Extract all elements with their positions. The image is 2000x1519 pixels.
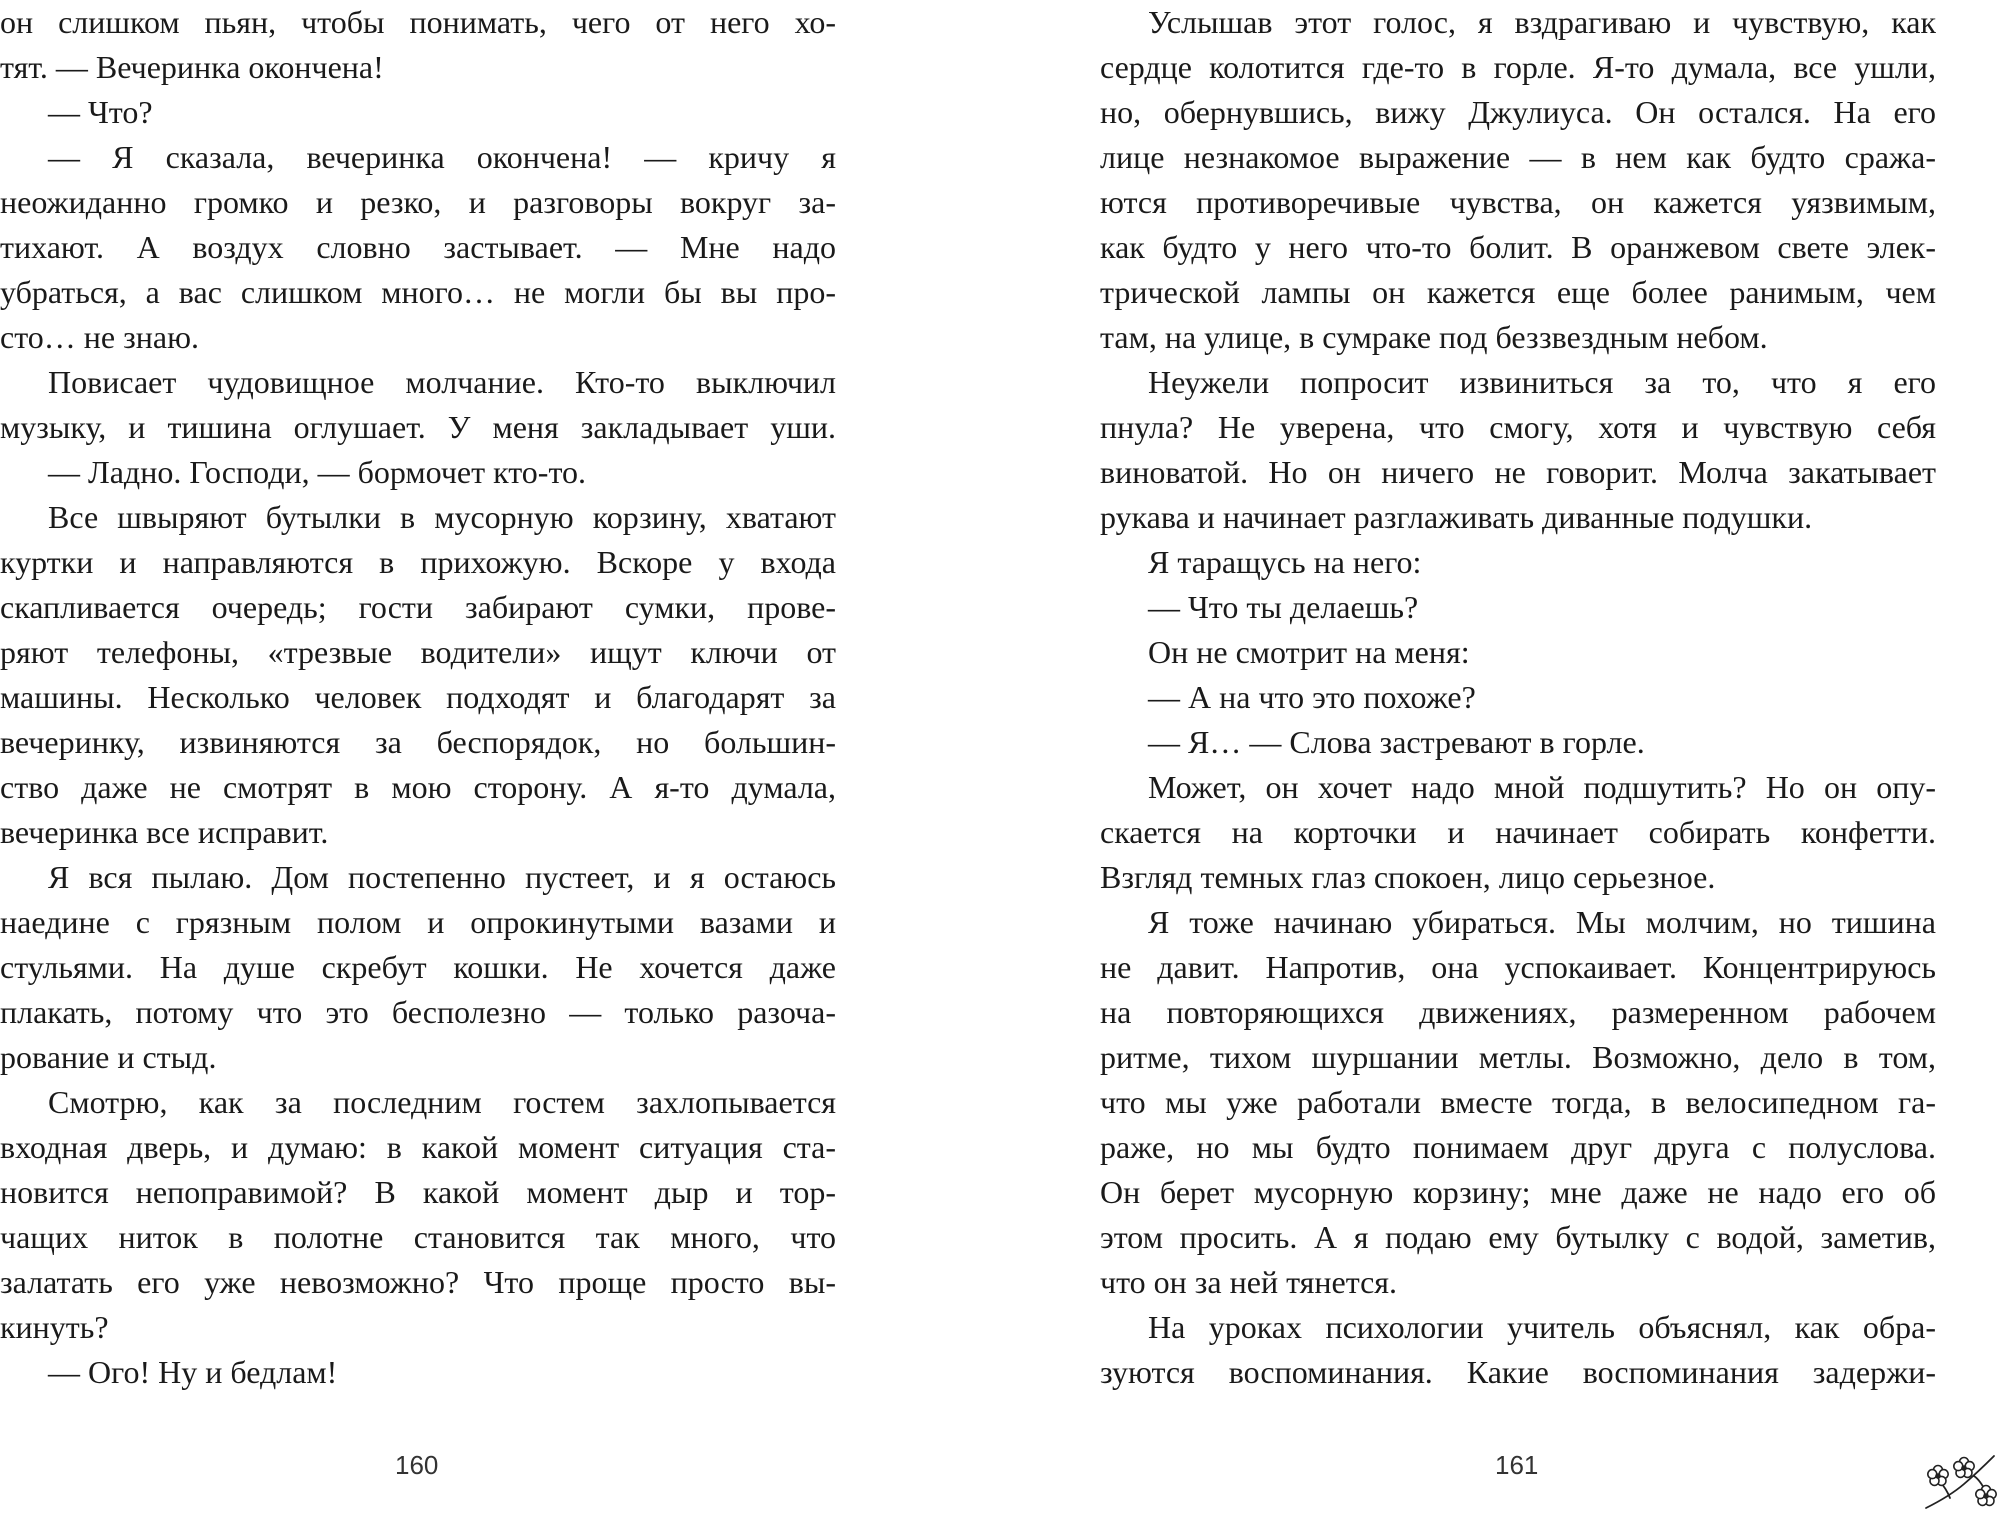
right-page-text bbox=[1100, 0, 1936, 1395]
text-line: раже, но мы будто понимаем друг друга с полуслова. bbox=[1100, 1129, 1936, 1165]
text-line: не давит. Напротив, она успокаивает. Концентрируюсь bbox=[1100, 949, 1936, 985]
text-line: Все швыряют бутылки в мусорную корзину, хватают bbox=[48, 499, 836, 535]
text-line: ются противоречивые чувства, он кажется уязвимым, bbox=[1100, 184, 1936, 220]
text-line: Он берет мусорную корзину; мне даже не надо его об bbox=[1100, 1174, 1936, 1210]
page-number-right: 161 bbox=[1495, 1450, 1539, 1480]
text-line: На уроках психологии учитель объяснял, как обра- bbox=[1148, 1309, 1936, 1345]
text-line: убраться, а вас слишком много… не могли бы вы про- bbox=[0, 274, 836, 310]
text-line: виноватой. Но он ничего не говорит. Молча закатывает bbox=[1100, 454, 1936, 490]
text-line: ритме, тихом шуршании метлы. Возможно, дело в том, bbox=[1100, 1039, 1936, 1075]
text-line: скается на корточки и начинает собирать конфетти. bbox=[1100, 814, 1936, 850]
text-line: — А на что это похоже? bbox=[1148, 679, 1476, 715]
text-line: Услышав этот голос, я вздрагиваю и чувствую, как bbox=[1148, 4, 1936, 40]
text-line: — Я сказала, вечеринка окончена! — кричу я bbox=[48, 139, 836, 175]
text-line: что мы уже работали вместе тогда, в велосипедном га- bbox=[1100, 1084, 1936, 1120]
left-page bbox=[0, 0, 836, 1395]
text-line: залатать его уже невозможно? Что проще просто вы- bbox=[0, 1264, 836, 1300]
text-line: пнула? Не уверена, что смогу, хотя и чувствую себя bbox=[1100, 409, 1936, 445]
text-line: ряют телефоны, «трезвые водители» ищут ключи от bbox=[0, 634, 836, 670]
text-line: трической лампы он кажется еще более ранимым, чем bbox=[1100, 274, 1936, 310]
text-line: сто… не знаю. bbox=[0, 319, 199, 355]
text-line: Я вся пылаю. Дом постепенно пустеет, и я остаюсь bbox=[48, 859, 836, 895]
text-line: — Что ты делаешь? bbox=[1148, 589, 1419, 625]
text-line: этом просить. А я подаю ему бутылку с водой, заметив, bbox=[1100, 1219, 1936, 1255]
text-line: там, на улице, в сумраке под беззвездным небом. bbox=[1100, 319, 1768, 355]
text-line: чащих ниток в полотне становится так много, что bbox=[0, 1219, 836, 1255]
text-line: Я тоже начинаю убираться. Мы молчим, но тишина bbox=[1148, 904, 1936, 940]
text-line: куртки и направляются в прихожую. Вскоре у входа bbox=[0, 544, 836, 580]
text-line: рование и стыд. bbox=[0, 1039, 217, 1075]
left-page-text bbox=[0, 0, 836, 1395]
text-line: Неужели попросит извиниться за то, что я его bbox=[1148, 364, 1936, 400]
text-line: стульями. На душе скребут кошки. Не хочется даже bbox=[0, 949, 836, 985]
text-line: неожиданно громко и резко, и разговоры вокруг за- bbox=[0, 184, 836, 220]
text-line: но, обернувшись, вижу Джулиуса. Он остался. На его bbox=[1100, 94, 1936, 130]
text-line: сердце колотится где-то в горле. Я-то думала, все ушли, bbox=[1100, 49, 1936, 85]
text-line: вечеринка все исправит. bbox=[0, 814, 329, 850]
text-line: тихают. А воздух словно застывает. — Мне надо bbox=[0, 229, 836, 265]
text-line: тят. — Вечеринка окончена! bbox=[0, 49, 384, 85]
text-line: что он за ней тянется. bbox=[1100, 1264, 1397, 1300]
text-line: — Ого! Ну и бедлам! bbox=[48, 1354, 338, 1390]
text-line: музыку, и тишина оглушает. У меня закладывает уши. bbox=[0, 409, 836, 445]
text-line: лице незнакомое выражение — в нем как будто сража- bbox=[1100, 139, 1936, 175]
text-line: как будто у него что-то болит. В оранжевом свете элек- bbox=[1100, 229, 1936, 265]
text-line: Повисает чудовищное молчание. Кто-то выключил bbox=[48, 364, 836, 400]
text-line: кинуть? bbox=[0, 1309, 109, 1345]
text-line: входная дверь, и думаю: в какой момент ситуация ста- bbox=[0, 1129, 836, 1165]
text-line: — Что? bbox=[48, 94, 153, 130]
text-line: — Я… — Слова застревают в горле. bbox=[1148, 724, 1645, 760]
text-line: вечеринку, извиняются за беспорядок, но большин- bbox=[0, 724, 836, 760]
text-line: — Ладно. Господи, — бормочет кто-то. bbox=[48, 454, 587, 490]
text-line: ство даже не смотрят в мою сторону. А я-то думала, bbox=[0, 769, 836, 805]
cherry-blossom-ornament-icon bbox=[1920, 1448, 1998, 1514]
text-line: Взгляд темных глаз спокоен, лицо серьезное. bbox=[1100, 859, 1716, 895]
text-line: Может, он хочет надо мной подшутить? Но он опу- bbox=[1148, 769, 1936, 805]
text-line: Я таращусь на него: bbox=[1148, 544, 1422, 580]
text-line: наедине с грязным полом и опрокинутыми вазами и bbox=[0, 904, 836, 940]
text-line: зуются воспоминания. Какие воспоминания задержи- bbox=[1100, 1354, 1936, 1390]
text-line: машины. Несколько человек подходят и благодарят за bbox=[0, 679, 836, 715]
text-line: скапливается очередь; гости забирают сумки, прове- bbox=[0, 589, 836, 625]
text-line: на повторяющихся движениях, размеренном рабочем bbox=[1100, 994, 1936, 1030]
page-number-left: 160 bbox=[395, 1450, 439, 1480]
text-line: он слишком пьян, чтобы понимать, чего от него хо- bbox=[0, 4, 836, 40]
text-line: рукава и начинает разглаживать диванные подушки. bbox=[1100, 499, 1813, 535]
text-line: Он не смотрит на меня: bbox=[1148, 634, 1470, 670]
text-line: Смотрю, как за последним гостем захлопывается bbox=[48, 1084, 836, 1120]
right-page bbox=[1100, 0, 1936, 1395]
text-line: новится непоправимой? В какой момент дыр и тор- bbox=[0, 1174, 836, 1210]
text-line: плакать, потому что это бесполезно — только разоча- bbox=[0, 994, 836, 1030]
